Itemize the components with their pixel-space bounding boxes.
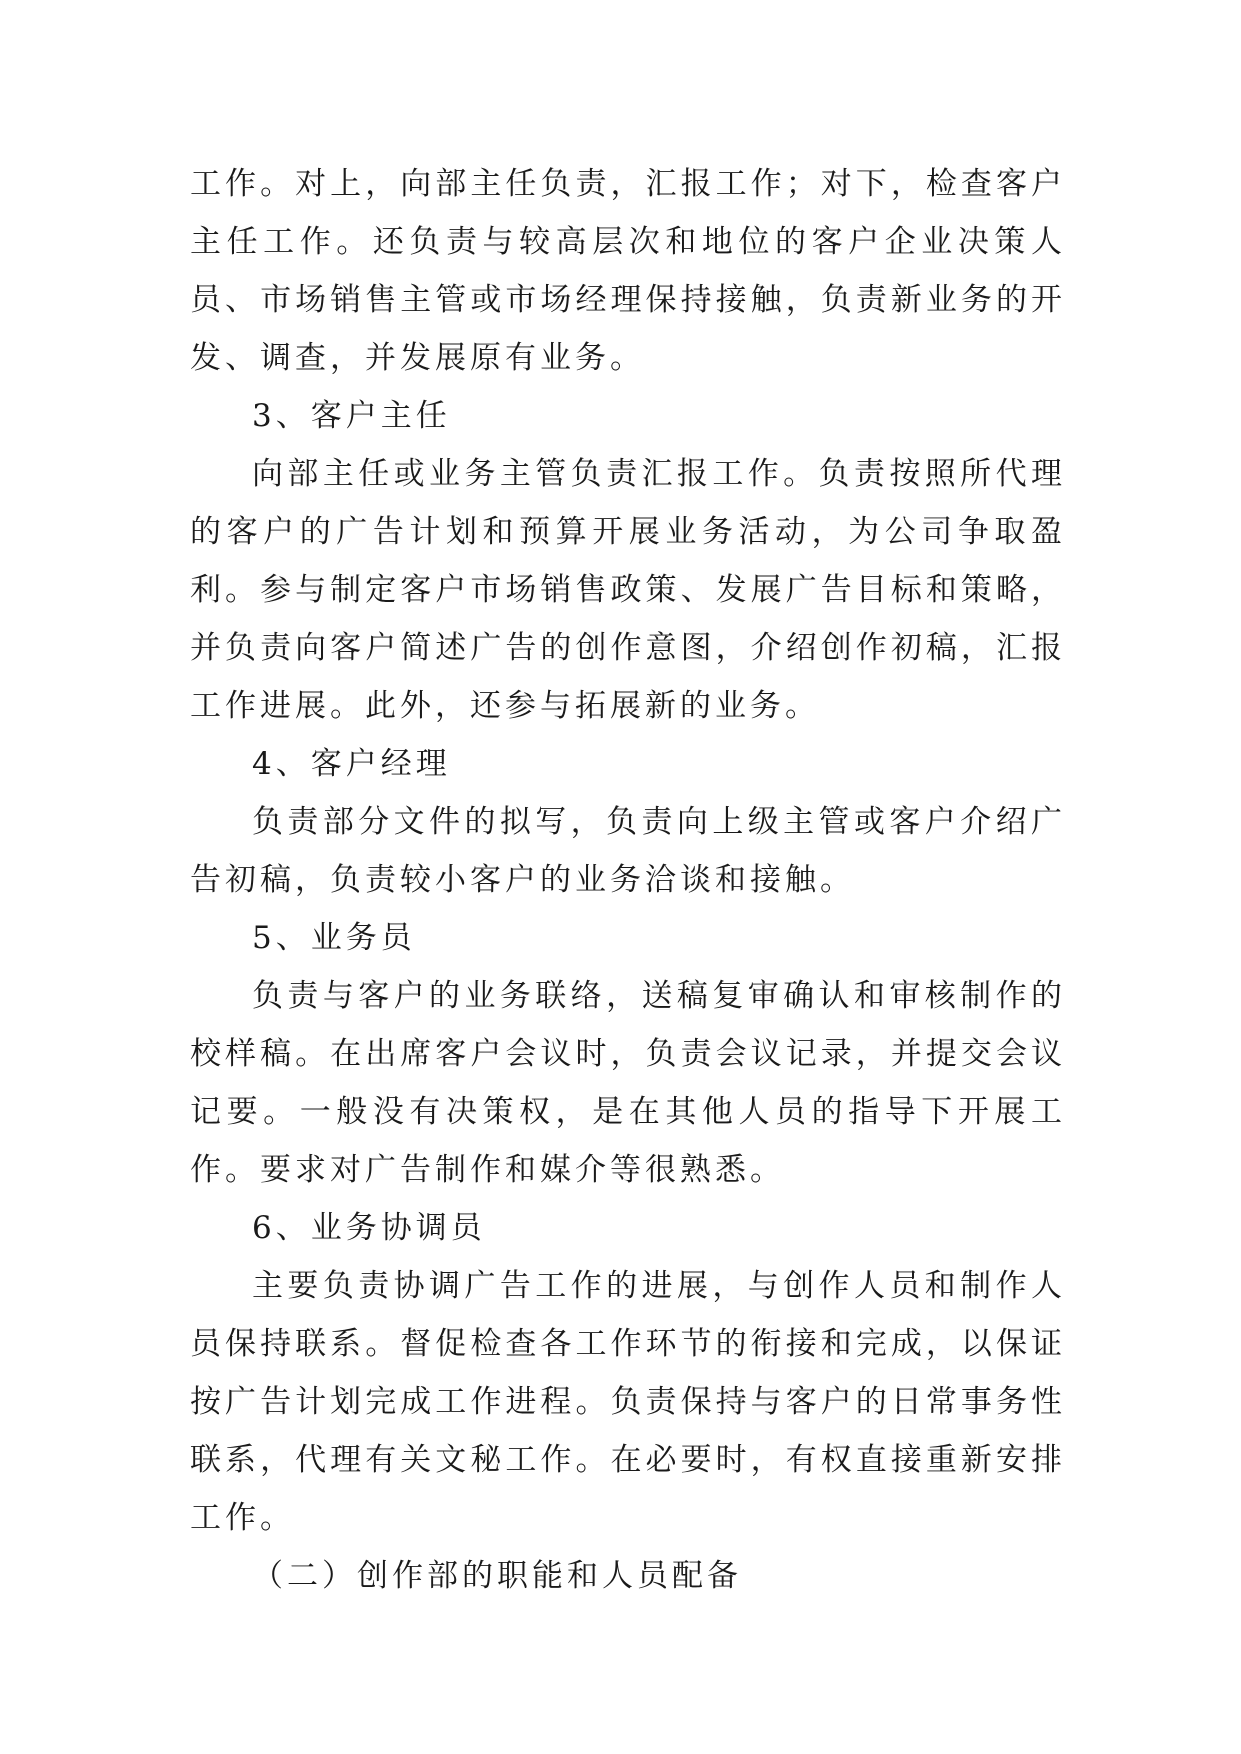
heading-account-director: 3、客户主任 <box>252 398 451 434</box>
paragraph-salesperson: 负责与客户的业务联络，送稿复审确认和审核制作的校样稿。在出席客户会议时，负责会议记录，并提交会议记要。一般没有决策权，是在其他人员的指导下开展工作。要求对广告制作和媒介等很熟悉。 <box>190 978 1066 1188</box>
section-heading-creative-dept: （二）创作部的职能和人员配备 <box>252 1558 742 1594</box>
heading-salesperson: 5、业务员 <box>252 920 416 956</box>
paragraph-account-director: 向部主任或业务主管负责汇报工作。负责按照所代理的客户的广告计划和预算开展业务活动，为公司争取盈利。参与制定客户市场销售政策、发展广告目标和策略，并负责向客户简述广告的创作意图，介绍创作初稿，汇报工作进展。此外，还参与拓展新的业务。 <box>190 456 1066 724</box>
paragraph-account-manager: 负责部分文件的拟写，负责向上级主管或客户介绍广告初稿，负责较小客户的业务洽谈和接触。 <box>190 804 1066 898</box>
heading-coordinator: 6、业务协调员 <box>252 1210 486 1246</box>
heading-account-manager: 4、客户经理 <box>252 746 451 782</box>
paragraph-coordinator: 主要负责协调广告工作的进展，与创作人员和制作人员保持联系。督促检查各工作环节的衔接和完成，以保证按广告计划完成工作进程。负责保持与客户的日常事务性联系，代理有关文秘工作。在必要时，有权直接重新安排工作。 <box>190 1268 1066 1536</box>
paragraph-account-supervisor-cont: 工作。对上，向部主任负责，汇报工作；对下，检查客户主任工作。还负责与较高层次和地位的客户企业决策人员、市场销售主管或市场经理保持接触，负责新业务的开发、调查，并发展原有业务。 <box>190 166 1066 376</box>
document-body <box>190 155 1066 1605</box>
